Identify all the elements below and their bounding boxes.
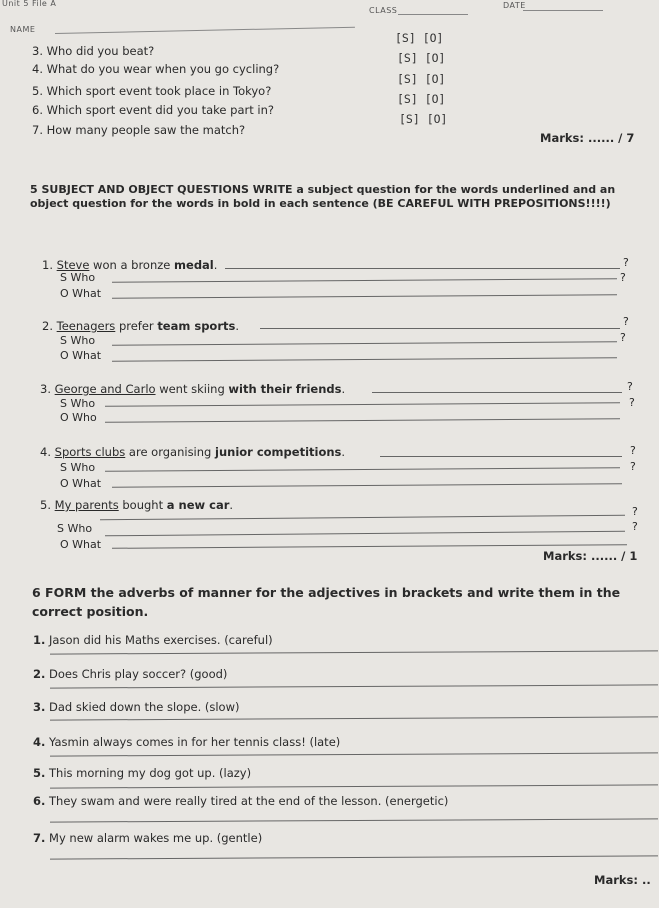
s6-item: 1. Jason did his Maths exercises. (careful) <box>33 633 273 647</box>
answer-line[interactable] <box>50 818 658 822</box>
s5-object: medal <box>174 258 214 272</box>
question-mark: ? <box>632 520 638 533</box>
o-label: O What <box>60 538 102 551</box>
question-mark: ? <box>620 331 626 344</box>
answer-line[interactable] <box>105 531 625 537</box>
s4-question-5: 5. Which sport event took place in Tokyo? <box>32 84 272 98</box>
s4-options-5[interactable]: [S] [O] <box>397 72 446 86</box>
answer-line[interactable] <box>112 341 617 346</box>
s6-heading: 6 FORM the adverbs of manner for the adjectives in brackets and write them in the correct position. <box>32 585 621 619</box>
s5-marks: Marks: ...... / 1 <box>543 549 638 563</box>
s6-item: 2. Does Chris play soccer? (good) <box>33 667 228 681</box>
s-label: S Who <box>60 461 96 474</box>
s6-item: 4. Yasmin always comes in for her tennis class! (late) <box>33 735 341 749</box>
s5-sentence: 5. My parents bought a new car. <box>40 498 234 512</box>
s-label: S Who <box>60 334 96 347</box>
s4-question-3: 3. Who did you beat? <box>32 44 155 58</box>
s5-sentence: 1. Steve won a bronze medal. <box>42 258 218 272</box>
s4-options-4[interactable]: [S] [O] <box>397 51 446 65</box>
answer-line[interactable] <box>372 392 622 393</box>
answer-line[interactable] <box>50 650 658 654</box>
s-label: S Who <box>60 397 96 410</box>
s5-object: a new car <box>166 498 230 512</box>
s5-subject: Steve <box>56 258 90 272</box>
s6-item: 7. My new alarm wakes me up. (gentle) <box>33 831 263 845</box>
o-label: O What <box>60 349 102 362</box>
s4-question-7: 7. How many people saw the match? <box>32 123 246 137</box>
date-label: DATE <box>503 1 526 10</box>
question-mark: ? <box>620 271 626 284</box>
answer-line[interactable] <box>112 278 617 283</box>
s4-question-4: 4. What do you wear when you go cycling? <box>32 62 280 76</box>
answer-line[interactable] <box>50 784 658 788</box>
name-field[interactable] <box>55 27 355 34</box>
s4-options-3[interactable]: [S] [O] <box>395 31 444 45</box>
question-mark: ? <box>623 256 629 269</box>
s5-sentence: 2. Teenagers prefer team sports. <box>42 319 240 333</box>
answer-line[interactable] <box>105 402 620 407</box>
s4-options-6[interactable]: [S] [O] <box>397 92 446 106</box>
o-label: O Who <box>60 411 97 424</box>
answer-line[interactable] <box>50 752 658 756</box>
s5-sentence: 3. George and Carlo went skiing with their friends. <box>40 382 346 396</box>
s4-marks: Marks: ...... / 7 <box>540 131 635 145</box>
answer-line[interactable] <box>100 515 625 521</box>
s6-item: 5. This morning my dog got up. (lazy) <box>33 766 252 780</box>
s5-heading: 5 SUBJECT AND OBJECT QUESTIONS WRITE a subject question for the words underlined and an object question for the words in bold in each sentence (BE CAREFUL WITH PREPOSITIONS!!!!) <box>30 183 616 210</box>
answer-line[interactable] <box>260 328 620 329</box>
s4-options-7[interactable]: [S] [O] <box>399 112 448 126</box>
name-label: NAME <box>10 25 36 34</box>
answer-line[interactable] <box>380 456 622 457</box>
s5-subject: Teenagers <box>56 319 116 333</box>
s6-item: 6. They swam and were really tired at the end of the lesson. (energetic) <box>33 794 449 808</box>
o-label: O What <box>60 287 102 300</box>
date-field[interactable] <box>523 10 603 11</box>
answer-line[interactable] <box>50 855 658 859</box>
s-label: S Who <box>57 522 93 535</box>
answer-line[interactable] <box>112 294 617 299</box>
question-mark: ? <box>629 396 635 409</box>
s5-sentence: 4. Sports clubs are organising junior competitions. <box>40 445 346 459</box>
answer-line[interactable] <box>112 357 617 362</box>
question-mark: ? <box>627 380 633 393</box>
answer-line[interactable] <box>105 418 620 423</box>
class-label: CLASS <box>369 6 398 15</box>
s5-object: junior competitions <box>215 445 342 459</box>
question-mark: ? <box>623 315 629 328</box>
unit-label: Unit 5 File A <box>2 0 57 8</box>
s5-subject: George and Carlo <box>54 382 156 396</box>
s5-object: with their friends <box>228 382 342 396</box>
s5-subject: Sports clubs <box>54 445 126 459</box>
s5-subject: My parents <box>54 498 119 512</box>
class-field[interactable] <box>398 14 468 15</box>
answer-line[interactable] <box>225 268 620 269</box>
s6-item: 3. Dad skied down the slope. (slow) <box>33 700 240 714</box>
s6-marks: Marks: .. <box>594 873 651 887</box>
o-label: O What <box>60 477 102 490</box>
answer-line[interactable] <box>50 684 658 688</box>
s5-object: team sports <box>157 319 236 333</box>
s4-question-6: 6. Which sport event did you take part in? <box>32 103 274 117</box>
question-mark: ? <box>630 460 636 473</box>
answer-line[interactable] <box>112 483 622 488</box>
answer-line[interactable] <box>105 467 620 472</box>
question-mark: ? <box>632 505 638 518</box>
answer-line[interactable] <box>50 716 658 720</box>
question-mark: ? <box>630 444 636 457</box>
s-label: S Who <box>60 271 96 284</box>
